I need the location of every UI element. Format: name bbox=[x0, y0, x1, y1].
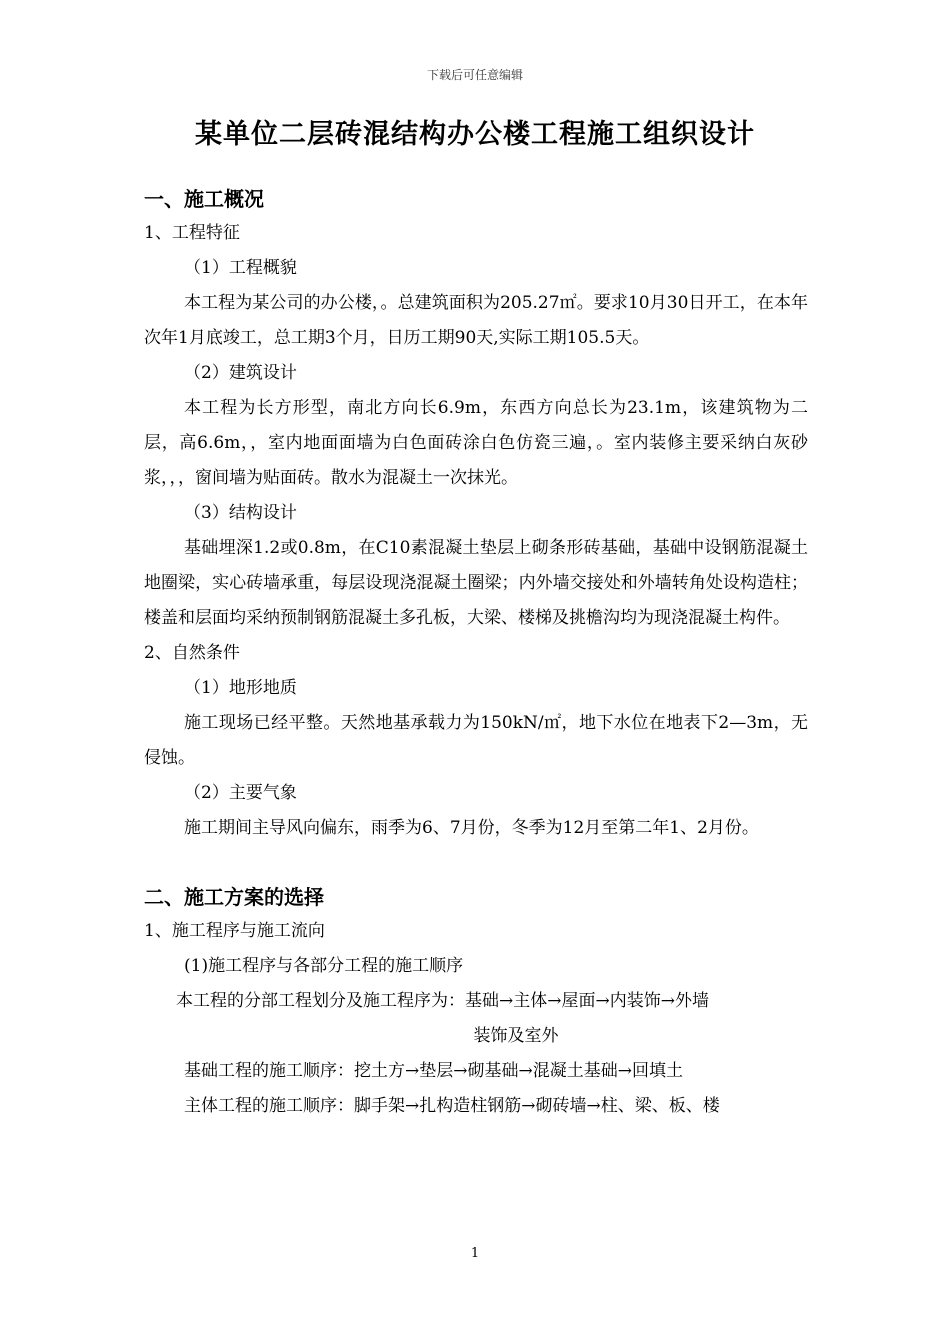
subsection-heading: 1、工程特征 bbox=[144, 223, 240, 243]
paragraph: 基础工程的施工顺序：挖土方→垫层→砌基础→混凝土基础→回填土 bbox=[184, 1061, 683, 1081]
paragraph: 主体工程的施工顺序：脚手架→扎构造柱钢筋→砌砖墙→柱、梁、板、楼 bbox=[184, 1096, 720, 1116]
sub-subsection-heading: （3）结构设计 bbox=[184, 503, 297, 523]
paragraph: 本工程为某公司的办公楼，。总建筑面积为205.27㎡。要求10月30日开工，在本年次年1月底竣工，总工期3个月，日历工期90天,实际工期105.5天。 bbox=[144, 293, 808, 348]
header-note: 下载后可任意编辑 bbox=[426, 68, 523, 82]
sub-subsection-heading: （1）工程概貌 bbox=[184, 258, 297, 278]
section-spacer bbox=[144, 846, 808, 880]
paragraph: 基础埋深1.2或0.8m，在C10素混凝土垫层上砌条形砖基础，基础中设钢筋混凝土地圈梁，实心砖墙承重，每层设现浇混凝土圈梁；内外墙交接处和外墙转角处设构造柱；楼盖和层面均采纳预制钢筋混凝土多孔板，大梁、楼梯及挑檐沟均为现浇混凝土构件。 bbox=[144, 538, 808, 628]
paragraph: 施工期间主导风向偏东，雨季为6、7月份，冬季为12月至第二年1、2月份。 bbox=[184, 818, 759, 838]
sub-subsection-heading: (1)施工程序与各部分工程的施工顺序 bbox=[184, 956, 464, 976]
subsection-heading: 2、自然条件 bbox=[144, 643, 240, 663]
sub-subsection-heading: （2）主要气象 bbox=[184, 783, 297, 803]
sub-subsection-heading: （1）地形地质 bbox=[184, 678, 297, 698]
paragraph: 本工程为长方形型，南北方向长6.9m，东西方向总长为23.1m，该建筑物为二层，高6.6m，，室内地面面墙为白色面砖涂白色仿瓷三遍，。室内装修主要采纳白灰砂浆，，，窗间墙为贴面砖。散水为混凝土一次抹光。 bbox=[144, 398, 808, 488]
section-heading: 一、施工概况 bbox=[144, 187, 264, 211]
page-title: 某单位二层砖混结构办公楼工程施工组织设计 bbox=[195, 119, 755, 150]
paragraph: 本工程的分部工程划分及施工程序为：基础→主体→屋面→内装饰→外墙 bbox=[176, 991, 709, 1011]
paragraph-continuation: 装饰及室外 bbox=[473, 1026, 559, 1046]
document-body bbox=[144, 182, 808, 1124]
page-number: 1 bbox=[470, 1246, 480, 1261]
subsection-heading: 1、施工程序与施工流向 bbox=[144, 921, 325, 941]
section-heading: 二、施工方案的选择 bbox=[144, 885, 324, 909]
sub-subsection-heading: （2）建筑设计 bbox=[184, 363, 297, 383]
paragraph: 施工现场已经平整。天然地基承载力为150kN/㎡，地下水位在地表下2—3m，无侵蚀。 bbox=[144, 713, 808, 768]
